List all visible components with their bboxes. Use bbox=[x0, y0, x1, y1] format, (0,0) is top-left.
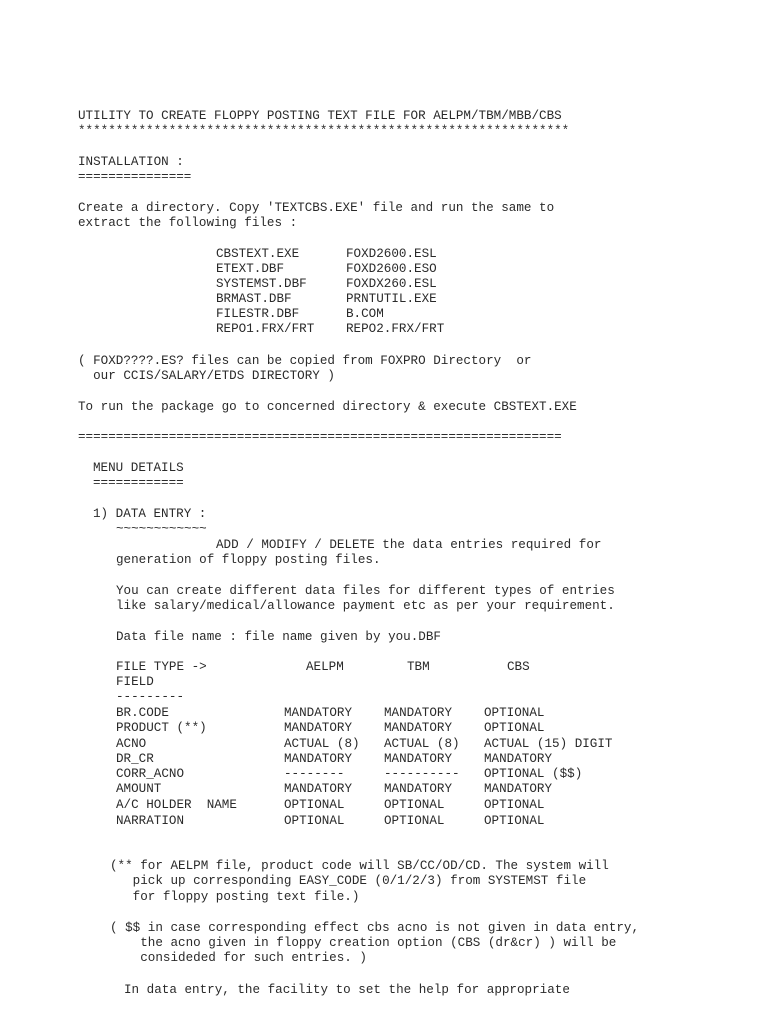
table-cell-aelpm: -------- bbox=[284, 767, 345, 781]
table-cell-cbs: OPTIONAL ($$) bbox=[484, 767, 583, 781]
table-cell-field: PRODUCT (**) bbox=[116, 721, 207, 735]
product-note-line: (** for AELPM file, product code will SB/CC/OD/CD. The system will bbox=[110, 859, 609, 873]
table-cell-field: CORR_ACNO bbox=[116, 767, 185, 781]
corr-note-line: ( $$ in case corresponding effect cbs acno is not given in data entry, bbox=[110, 921, 640, 935]
file-name: FILESTR.DBF bbox=[216, 307, 300, 321]
file-name: PRNTUTIL.EXE bbox=[346, 292, 437, 306]
table-cell-aelpm: ACTUAL (8) bbox=[284, 737, 360, 751]
intro-line: Create a directory. Copy 'TEXTCBS.EXE' file and run the same to bbox=[78, 201, 555, 215]
fox-note-line: our CCIS/SALARY/ETDS DIRECTORY ) bbox=[78, 369, 335, 383]
file-name: ETEXT.DBF bbox=[216, 262, 285, 276]
table-cell-tbm: OPTIONAL bbox=[384, 798, 445, 812]
table-cell-tbm: MANDATORY bbox=[384, 721, 453, 735]
title-underline: ***************************************************************** bbox=[78, 124, 570, 138]
table-cell-field: BR.CODE bbox=[116, 706, 169, 720]
file-name: REPO1.FRX/FRT bbox=[216, 322, 315, 336]
table-cell-cbs: MANDATORY bbox=[484, 752, 553, 766]
data-files-desc-line: You can create different data files for different types of entries bbox=[116, 584, 615, 598]
menu-underline: ============ bbox=[93, 476, 184, 490]
installation-heading: INSTALLATION : bbox=[78, 155, 184, 169]
table-cell-field: A/C HOLDER NAME bbox=[116, 798, 237, 812]
table-header-aelpm: AELPM bbox=[306, 660, 344, 674]
fox-note-line: ( FOXD????.ES? files can be copied from FOXPRO Directory or bbox=[78, 354, 532, 368]
data-entry-desc-line: ADD / MODIFY / DELETE the data entries required for bbox=[216, 538, 602, 552]
file-name: FOXD2600.ESL bbox=[346, 247, 437, 261]
file-name: SYSTEMST.DBF bbox=[216, 277, 307, 291]
installation-underline: =============== bbox=[78, 170, 192, 184]
table-cell-cbs: OPTIONAL bbox=[484, 798, 545, 812]
help-note: In data entry, the facility to set the help for appropriate bbox=[124, 983, 570, 997]
product-note-line: for floppy posting text file.) bbox=[110, 890, 360, 904]
table-cell-field: DR_CR bbox=[116, 752, 154, 766]
file-name: FOXD2600.ESO bbox=[346, 262, 437, 276]
table-cell-cbs: OPTIONAL bbox=[484, 814, 545, 828]
file-name: FOXDX260.ESL bbox=[346, 277, 437, 291]
data-file-name-line: Data file name : file name given by you.DBF bbox=[116, 630, 441, 644]
table-cell-aelpm: OPTIONAL bbox=[284, 798, 345, 812]
table-cell-tbm: MANDATORY bbox=[384, 782, 453, 796]
file-name: BRMAST.DBF bbox=[216, 292, 292, 306]
data-entry-desc-line: generation of floppy posting files. bbox=[116, 553, 381, 567]
document-title: UTILITY TO CREATE FLOPPY POSTING TEXT FILE FOR AELPM/TBM/MBB/CBS bbox=[78, 109, 562, 123]
file-name: REPO2.FRX/FRT bbox=[346, 322, 445, 336]
table-cell-tbm: MANDATORY bbox=[384, 706, 453, 720]
table-header-cbs: CBS bbox=[507, 660, 530, 674]
corr-note-line: the acno given in floppy creation option (CBS (dr&cr) ) will be bbox=[110, 936, 617, 950]
file-name: CBSTEXT.EXE bbox=[216, 247, 300, 261]
table-header-tbm: TBM bbox=[407, 660, 430, 674]
table-cell-aelpm: MANDATORY bbox=[284, 706, 353, 720]
section-divider: ================================================================ bbox=[78, 430, 562, 444]
menu-heading: MENU DETAILS bbox=[93, 461, 184, 475]
table-cell-aelpm: OPTIONAL bbox=[284, 814, 345, 828]
table-cell-aelpm: MANDATORY bbox=[284, 782, 353, 796]
table-cell-cbs: ACTUAL (15) DIGIT bbox=[484, 737, 613, 751]
intro-line: extract the following files : bbox=[78, 216, 298, 230]
data-files-desc-line: like salary/medical/allowance payment etc as per your requirement. bbox=[116, 599, 615, 613]
table-cell-aelpm: MANDATORY bbox=[284, 752, 353, 766]
table-cell-field: ACNO bbox=[116, 737, 147, 751]
product-note-line: pick up corresponding EASY_CODE (0/1/2/3) from SYSTEMST file bbox=[110, 874, 587, 888]
file-name: B.COM bbox=[346, 307, 384, 321]
table-cell-field: NARRATION bbox=[116, 814, 185, 828]
table-cell-cbs: OPTIONAL bbox=[484, 721, 545, 735]
table-cell-cbs: OPTIONAL bbox=[484, 706, 545, 720]
table-cell-tbm: MANDATORY bbox=[384, 752, 453, 766]
table-cell-tbm: ---------- bbox=[384, 767, 460, 781]
corr-note-line: consideded for such entries. ) bbox=[110, 951, 367, 965]
table-field-label: FIELD bbox=[116, 675, 154, 689]
table-cell-field: AMOUNT bbox=[116, 782, 162, 796]
run-note: To run the package go to concerned directory & execute CBSTEXT.EXE bbox=[78, 400, 577, 414]
table-cell-cbs: MANDATORY bbox=[484, 782, 553, 796]
table-cell-tbm: OPTIONAL bbox=[384, 814, 445, 828]
table-header-label: FILE TYPE -> bbox=[116, 660, 207, 674]
data-entry-heading: 1) DATA ENTRY : bbox=[93, 507, 207, 521]
table-cell-tbm: ACTUAL (8) bbox=[384, 737, 460, 751]
table-field-rule: --------- bbox=[116, 690, 185, 704]
table-cell-aelpm: MANDATORY bbox=[284, 721, 353, 735]
data-entry-underline: ~~~~~~~~~~~~ bbox=[116, 522, 207, 536]
